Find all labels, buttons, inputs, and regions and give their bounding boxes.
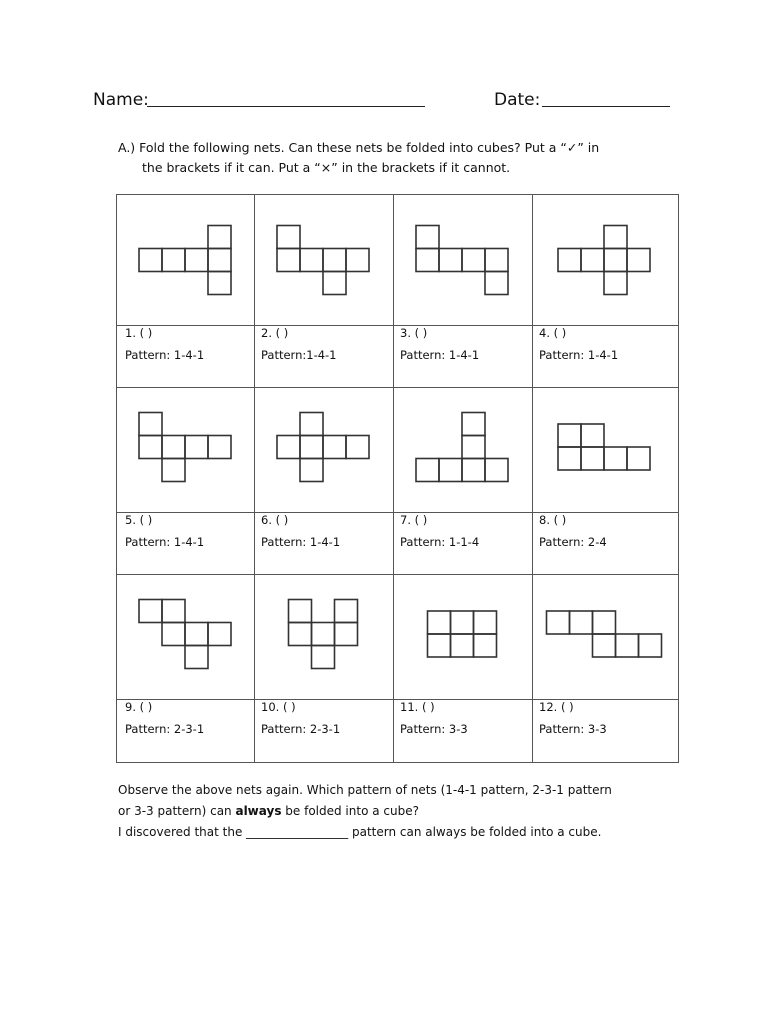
date-label: Date: bbox=[494, 90, 541, 110]
net-square bbox=[139, 436, 162, 459]
net-square bbox=[462, 413, 485, 436]
net-square bbox=[462, 249, 485, 272]
net-square bbox=[162, 600, 185, 623]
observation-text: pattern can always be folded into a cube. bbox=[348, 825, 602, 839]
answer-bracket-5[interactable]: 5. ( ) bbox=[125, 513, 153, 527]
pattern-label-10: Pattern: 2-3-1 bbox=[261, 722, 341, 736]
observation-line-2 bbox=[118, 801, 678, 822]
net-square bbox=[300, 249, 323, 272]
net-square bbox=[208, 436, 231, 459]
net-square bbox=[162, 623, 185, 646]
cube-net-10 bbox=[289, 600, 358, 669]
net-square bbox=[323, 436, 346, 459]
net-square bbox=[208, 623, 231, 646]
cube-net-2 bbox=[277, 226, 369, 295]
net-square bbox=[604, 249, 627, 272]
net-square bbox=[300, 413, 323, 436]
net-square bbox=[485, 459, 508, 482]
net-square bbox=[547, 611, 570, 634]
net-square bbox=[639, 634, 662, 657]
cube-net-11 bbox=[428, 611, 497, 657]
net-square bbox=[604, 226, 627, 249]
net-square bbox=[335, 623, 358, 646]
net-square bbox=[604, 447, 627, 470]
cube-nets-drawing bbox=[117, 195, 678, 762]
net-square bbox=[581, 424, 604, 447]
answer-bracket-2[interactable]: 2. ( ) bbox=[261, 326, 289, 340]
pattern-label-4: Pattern: 1-4-1 bbox=[539, 348, 619, 362]
net-square bbox=[627, 447, 650, 470]
pattern-label-1: Pattern: 1-4-1 bbox=[125, 348, 205, 362]
answer-bracket-1[interactable]: 1. ( ) bbox=[125, 326, 153, 340]
net-square bbox=[312, 646, 335, 669]
pattern-label-3: Pattern: 1-4-1 bbox=[400, 348, 480, 362]
net-square bbox=[208, 272, 231, 295]
observation-text: I discovered that the bbox=[118, 825, 247, 839]
net-square bbox=[139, 413, 162, 436]
pattern-label-5: Pattern: 1-4-1 bbox=[125, 535, 205, 549]
net-square bbox=[185, 249, 208, 272]
answer-bracket-6[interactable]: 6. ( ) bbox=[261, 513, 289, 527]
net-square bbox=[300, 436, 323, 459]
date-field[interactable] bbox=[542, 106, 670, 107]
net-square bbox=[346, 249, 369, 272]
net-square bbox=[570, 611, 593, 634]
net-square bbox=[416, 459, 439, 482]
cube-net-5 bbox=[139, 413, 231, 482]
instructions-line-2: the brackets if it can. Put a “×” in the brackets if it cannot. bbox=[142, 160, 511, 175]
net-square bbox=[439, 459, 462, 482]
pattern-label-9: Pattern: 2-3-1 bbox=[125, 722, 205, 736]
answer-blank[interactable]: _________________ bbox=[246, 825, 349, 839]
net-square bbox=[185, 623, 208, 646]
net-square bbox=[485, 249, 508, 272]
net-square bbox=[451, 634, 474, 657]
answer-bracket-7[interactable]: 7. ( ) bbox=[400, 513, 428, 527]
net-square bbox=[277, 226, 300, 249]
pattern-label-12: Pattern: 3-3 bbox=[539, 722, 607, 736]
net-square bbox=[462, 459, 485, 482]
answer-bracket-3[interactable]: 3. ( ) bbox=[400, 326, 428, 340]
net-square bbox=[289, 600, 312, 623]
net-square bbox=[162, 436, 185, 459]
net-square bbox=[428, 634, 451, 657]
observation-text: be folded into a cube? bbox=[281, 804, 419, 818]
net-square bbox=[300, 459, 323, 482]
net-square bbox=[558, 424, 581, 447]
net-square bbox=[335, 600, 358, 623]
observation-text: or 3-3 pattern) can bbox=[118, 804, 236, 818]
net-square bbox=[185, 646, 208, 669]
net-square bbox=[185, 436, 208, 459]
net-square bbox=[451, 611, 474, 634]
instructions-line-1: A.) Fold the following nets. Can these nets be folded into cubes? Put a “✓” in bbox=[118, 140, 600, 155]
net-square bbox=[558, 249, 581, 272]
net-square bbox=[474, 611, 497, 634]
observation-question bbox=[118, 780, 678, 843]
net-square bbox=[462, 436, 485, 459]
net-square bbox=[323, 272, 346, 295]
net-square bbox=[277, 249, 300, 272]
net-square bbox=[474, 634, 497, 657]
cube-net-9 bbox=[139, 600, 231, 669]
pattern-label-2: Pattern:1-4-1 bbox=[261, 348, 337, 362]
observation-line-1: Observe the above nets again. Which pattern of nets (1-4-1 pattern, 2-3-1 pattern bbox=[118, 783, 612, 797]
observation-emphasis: always bbox=[235, 804, 282, 818]
answer-bracket-4[interactable]: 4. ( ) bbox=[539, 326, 567, 340]
net-square bbox=[581, 447, 604, 470]
cube-net-6 bbox=[277, 413, 369, 482]
nets-table bbox=[116, 194, 679, 763]
net-square bbox=[485, 272, 508, 295]
net-square bbox=[162, 249, 185, 272]
answer-bracket-12[interactable]: 12. ( ) bbox=[539, 700, 574, 714]
net-square bbox=[593, 611, 616, 634]
cube-net-7 bbox=[416, 413, 508, 482]
net-square bbox=[346, 436, 369, 459]
net-square bbox=[312, 623, 335, 646]
answer-bracket-10[interactable]: 10. ( ) bbox=[261, 700, 296, 714]
answer-bracket-9[interactable]: 9. ( ) bbox=[125, 700, 153, 714]
net-square bbox=[139, 600, 162, 623]
net-square bbox=[208, 226, 231, 249]
cube-net-3 bbox=[416, 226, 508, 295]
cube-net-1 bbox=[139, 226, 231, 295]
net-square bbox=[277, 436, 300, 459]
net-square bbox=[139, 249, 162, 272]
name-label: Name: bbox=[93, 90, 149, 110]
cube-net-8 bbox=[558, 424, 650, 470]
net-square bbox=[604, 272, 627, 295]
observation-line-3 bbox=[118, 822, 678, 843]
net-square bbox=[581, 249, 604, 272]
net-square bbox=[428, 611, 451, 634]
net-square bbox=[289, 623, 312, 646]
pattern-label-11: Pattern: 3-3 bbox=[400, 722, 468, 736]
net-square bbox=[162, 459, 185, 482]
pattern-label-8: Pattern: 2-4 bbox=[539, 535, 607, 549]
net-square bbox=[593, 634, 616, 657]
net-square bbox=[627, 249, 650, 272]
cube-net-12 bbox=[547, 611, 662, 657]
net-square bbox=[416, 249, 439, 272]
instructions bbox=[118, 138, 678, 178]
answer-bracket-8[interactable]: 8. ( ) bbox=[539, 513, 567, 527]
net-square bbox=[558, 447, 581, 470]
pattern-label-6: Pattern: 1-4-1 bbox=[261, 535, 341, 549]
cube-net-4 bbox=[558, 226, 650, 295]
answer-bracket-11[interactable]: 11. ( ) bbox=[400, 700, 435, 714]
pattern-label-7: Pattern: 1-1-4 bbox=[400, 535, 480, 549]
net-square bbox=[416, 226, 439, 249]
net-square bbox=[616, 634, 639, 657]
net-square bbox=[439, 249, 462, 272]
net-square bbox=[208, 249, 231, 272]
name-field[interactable] bbox=[147, 106, 425, 107]
net-square bbox=[323, 249, 346, 272]
